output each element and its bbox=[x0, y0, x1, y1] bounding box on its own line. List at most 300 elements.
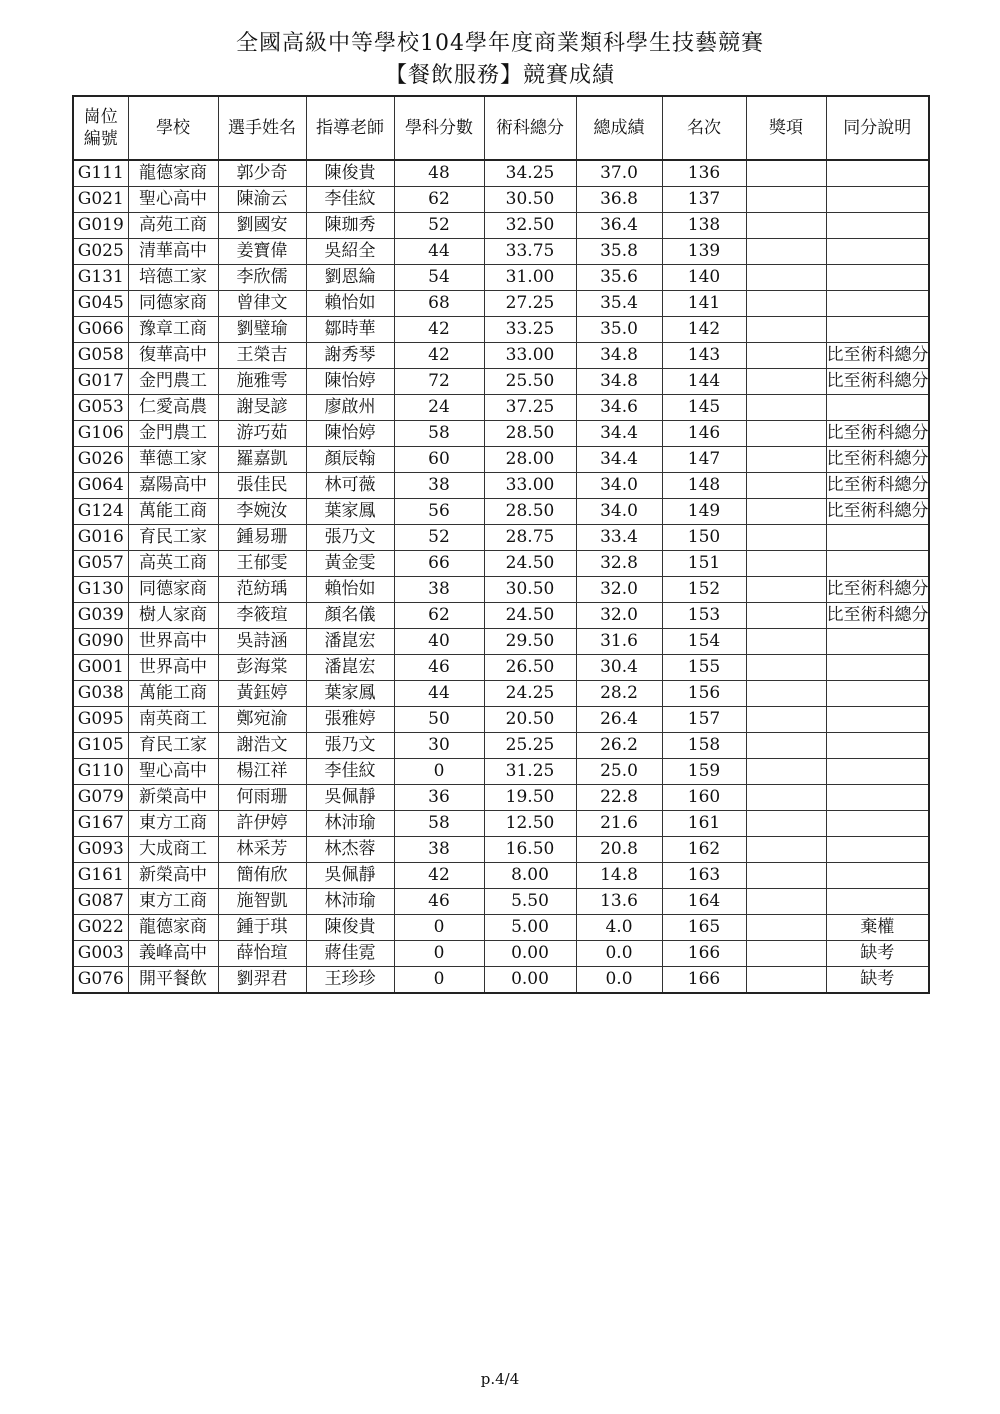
cell-rank: 151 bbox=[662, 551, 746, 577]
cell-practical: 28.50 bbox=[484, 421, 576, 447]
cell-name: 施智凱 bbox=[218, 889, 306, 915]
cell-academic: 40 bbox=[394, 629, 484, 655]
cell-academic: 48 bbox=[394, 160, 484, 187]
cell-teacher: 王珍珍 bbox=[306, 967, 394, 994]
cell-academic: 0 bbox=[394, 915, 484, 941]
cell-practical: 25.25 bbox=[484, 733, 576, 759]
cell-school: 樹人家商 bbox=[128, 603, 218, 629]
cell-award bbox=[746, 915, 826, 941]
cell-total: 35.4 bbox=[576, 291, 662, 317]
cell-rank: 163 bbox=[662, 863, 746, 889]
cell-total: 31.6 bbox=[576, 629, 662, 655]
table-row bbox=[73, 889, 929, 915]
cell-name: 彭海棠 bbox=[218, 655, 306, 681]
cell-teacher: 蔣佳霓 bbox=[306, 941, 394, 967]
cell-id: G039 bbox=[73, 603, 128, 629]
cell-note bbox=[826, 759, 929, 785]
cell-award bbox=[746, 733, 826, 759]
cell-award bbox=[746, 863, 826, 889]
cell-name: 謝旻諺 bbox=[218, 395, 306, 421]
header-rank: 名次 bbox=[662, 96, 746, 160]
cell-school: 高英工商 bbox=[128, 551, 218, 577]
cell-school: 大成商工 bbox=[128, 837, 218, 863]
cell-academic: 72 bbox=[394, 369, 484, 395]
table-row bbox=[73, 187, 929, 213]
cell-id: G026 bbox=[73, 447, 128, 473]
cell-name: 劉璧瑜 bbox=[218, 317, 306, 343]
cell-teacher: 顏名儀 bbox=[306, 603, 394, 629]
table-row bbox=[73, 655, 929, 681]
cell-note bbox=[826, 265, 929, 291]
cell-id: G106 bbox=[73, 421, 128, 447]
cell-school: 新榮高中 bbox=[128, 785, 218, 811]
cell-practical: 31.25 bbox=[484, 759, 576, 785]
cell-total: 35.0 bbox=[576, 317, 662, 343]
cell-id: G058 bbox=[73, 343, 128, 369]
cell-total: 14.8 bbox=[576, 863, 662, 889]
cell-school: 龍德家商 bbox=[128, 915, 218, 941]
cell-id: G021 bbox=[73, 187, 128, 213]
header-name: 選手姓名 bbox=[218, 96, 306, 160]
cell-id: G093 bbox=[73, 837, 128, 863]
cell-id: G131 bbox=[73, 265, 128, 291]
header-note: 同分說明 bbox=[826, 96, 929, 160]
cell-rank: 143 bbox=[662, 343, 746, 369]
cell-name: 謝浩文 bbox=[218, 733, 306, 759]
page-number: p.4/4 bbox=[480, 1370, 520, 1388]
cell-award bbox=[746, 239, 826, 265]
cell-note bbox=[826, 317, 929, 343]
cell-note bbox=[826, 629, 929, 655]
cell-school: 東方工商 bbox=[128, 811, 218, 837]
cell-note bbox=[826, 551, 929, 577]
cell-practical: 30.50 bbox=[484, 187, 576, 213]
cell-name: 何雨珊 bbox=[218, 785, 306, 811]
cell-rank: 150 bbox=[662, 525, 746, 551]
cell-practical: 28.50 bbox=[484, 499, 576, 525]
cell-award bbox=[746, 889, 826, 915]
cell-note bbox=[826, 681, 929, 707]
table-row bbox=[73, 499, 929, 525]
cell-academic: 44 bbox=[394, 239, 484, 265]
cell-note bbox=[826, 733, 929, 759]
table-row bbox=[73, 733, 929, 759]
cell-rank: 155 bbox=[662, 655, 746, 681]
cell-academic: 38 bbox=[394, 473, 484, 499]
cell-name: 郭少奇 bbox=[218, 160, 306, 187]
cell-practical: 30.50 bbox=[484, 577, 576, 603]
cell-teacher: 潘崑宏 bbox=[306, 629, 394, 655]
cell-name: 陳渝云 bbox=[218, 187, 306, 213]
cell-total: 36.4 bbox=[576, 213, 662, 239]
cell-teacher: 張雅婷 bbox=[306, 707, 394, 733]
cell-note: 棄權 bbox=[826, 915, 929, 941]
cell-award bbox=[746, 447, 826, 473]
cell-note bbox=[826, 160, 929, 187]
cell-note bbox=[826, 811, 929, 837]
cell-practical: 29.50 bbox=[484, 629, 576, 655]
cell-name: 劉羿君 bbox=[218, 967, 306, 994]
cell-school: 清華高中 bbox=[128, 239, 218, 265]
header-practical: 術科總分 bbox=[484, 96, 576, 160]
cell-total: 35.8 bbox=[576, 239, 662, 265]
cell-rank: 157 bbox=[662, 707, 746, 733]
cell-practical: 33.25 bbox=[484, 317, 576, 343]
cell-rank: 140 bbox=[662, 265, 746, 291]
table-row bbox=[73, 863, 929, 889]
cell-name: 薛怡瑄 bbox=[218, 941, 306, 967]
cell-award bbox=[746, 681, 826, 707]
cell-academic: 68 bbox=[394, 291, 484, 317]
cell-name: 劉國安 bbox=[218, 213, 306, 239]
cell-teacher: 陳俊貴 bbox=[306, 160, 394, 187]
cell-rank: 137 bbox=[662, 187, 746, 213]
cell-award bbox=[746, 759, 826, 785]
cell-academic: 36 bbox=[394, 785, 484, 811]
cell-teacher: 賴怡如 bbox=[306, 291, 394, 317]
cell-award bbox=[746, 707, 826, 733]
cell-note bbox=[826, 707, 929, 733]
cell-school: 育民工家 bbox=[128, 525, 218, 551]
cell-note: 比至術科總分 bbox=[826, 447, 929, 473]
cell-academic: 46 bbox=[394, 889, 484, 915]
cell-id: G111 bbox=[73, 160, 128, 187]
cell-school: 聖心高中 bbox=[128, 759, 218, 785]
cell-rank: 154 bbox=[662, 629, 746, 655]
cell-award bbox=[746, 603, 826, 629]
cell-note: 比至術科總分 bbox=[826, 343, 929, 369]
cell-teacher: 張乃文 bbox=[306, 525, 394, 551]
cell-practical: 26.50 bbox=[484, 655, 576, 681]
cell-school: 世界高中 bbox=[128, 629, 218, 655]
table-row bbox=[73, 239, 929, 265]
cell-academic: 0 bbox=[394, 967, 484, 994]
header-academic: 學科分數 bbox=[394, 96, 484, 160]
cell-id: G105 bbox=[73, 733, 128, 759]
cell-note: 比至術科總分 bbox=[826, 603, 929, 629]
cell-total: 36.8 bbox=[576, 187, 662, 213]
cell-total: 20.8 bbox=[576, 837, 662, 863]
cell-award bbox=[746, 525, 826, 551]
cell-total: 30.4 bbox=[576, 655, 662, 681]
cell-school: 嘉陽高中 bbox=[128, 473, 218, 499]
cell-teacher: 陳珈秀 bbox=[306, 213, 394, 239]
table-row bbox=[73, 551, 929, 577]
table-row bbox=[73, 629, 929, 655]
cell-academic: 38 bbox=[394, 837, 484, 863]
cell-name: 楊江祥 bbox=[218, 759, 306, 785]
cell-teacher: 賴怡如 bbox=[306, 577, 394, 603]
header-row bbox=[73, 96, 929, 160]
cell-id: G130 bbox=[73, 577, 128, 603]
cell-id: G090 bbox=[73, 629, 128, 655]
cell-total: 34.0 bbox=[576, 473, 662, 499]
cell-id: G019 bbox=[73, 213, 128, 239]
header-school: 學校 bbox=[128, 96, 218, 160]
cell-academic: 42 bbox=[394, 343, 484, 369]
cell-total: 37.0 bbox=[576, 160, 662, 187]
cell-teacher: 謝秀琴 bbox=[306, 343, 394, 369]
cell-note bbox=[826, 889, 929, 915]
cell-school: 金門農工 bbox=[128, 369, 218, 395]
cell-id: G167 bbox=[73, 811, 128, 837]
cell-practical: 31.00 bbox=[484, 265, 576, 291]
table-row bbox=[73, 759, 929, 785]
cell-note bbox=[826, 837, 929, 863]
cell-total: 26.4 bbox=[576, 707, 662, 733]
cell-rank: 145 bbox=[662, 395, 746, 421]
cell-practical: 33.00 bbox=[484, 473, 576, 499]
cell-teacher: 葉家鳳 bbox=[306, 499, 394, 525]
cell-total: 32.0 bbox=[576, 577, 662, 603]
table-row bbox=[73, 525, 929, 551]
cell-academic: 62 bbox=[394, 187, 484, 213]
cell-practical: 24.50 bbox=[484, 603, 576, 629]
cell-academic: 58 bbox=[394, 811, 484, 837]
cell-practical: 28.00 bbox=[484, 447, 576, 473]
table-row bbox=[73, 915, 929, 941]
table-row bbox=[73, 603, 929, 629]
cell-teacher: 吳佩靜 bbox=[306, 863, 394, 889]
cell-note bbox=[826, 863, 929, 889]
cell-school: 義峰高中 bbox=[128, 941, 218, 967]
cell-id: G079 bbox=[73, 785, 128, 811]
cell-id: G057 bbox=[73, 551, 128, 577]
cell-name: 李欣儒 bbox=[218, 265, 306, 291]
cell-note: 比至術科總分 bbox=[826, 577, 929, 603]
cell-rank: 146 bbox=[662, 421, 746, 447]
cell-school: 世界高中 bbox=[128, 655, 218, 681]
document-subtitle: 【餐飲服務】競賽成績 bbox=[384, 63, 615, 88]
cell-academic: 52 bbox=[394, 525, 484, 551]
cell-name: 鄭宛渝 bbox=[218, 707, 306, 733]
cell-practical: 32.50 bbox=[484, 213, 576, 239]
cell-award bbox=[746, 967, 826, 994]
cell-award bbox=[746, 160, 826, 187]
cell-award bbox=[746, 343, 826, 369]
cell-rank: 160 bbox=[662, 785, 746, 811]
cell-academic: 60 bbox=[394, 447, 484, 473]
cell-name: 王榮吉 bbox=[218, 343, 306, 369]
cell-academic: 66 bbox=[394, 551, 484, 577]
cell-name: 姜寶偉 bbox=[218, 239, 306, 265]
cell-total: 0.0 bbox=[576, 967, 662, 994]
cell-rank: 153 bbox=[662, 603, 746, 629]
cell-id: G016 bbox=[73, 525, 128, 551]
cell-rank: 152 bbox=[662, 577, 746, 603]
cell-award bbox=[746, 369, 826, 395]
cell-school: 金門農工 bbox=[128, 421, 218, 447]
cell-rank: 161 bbox=[662, 811, 746, 837]
cell-school: 華德工家 bbox=[128, 447, 218, 473]
cell-award bbox=[746, 941, 826, 967]
cell-school: 萬能工商 bbox=[128, 499, 218, 525]
cell-name: 鍾于琪 bbox=[218, 915, 306, 941]
table-row bbox=[73, 421, 929, 447]
cell-id: G053 bbox=[73, 395, 128, 421]
cell-id: G161 bbox=[73, 863, 128, 889]
table-row bbox=[73, 967, 929, 994]
cell-teacher: 潘崑宏 bbox=[306, 655, 394, 681]
cell-name: 施雅雩 bbox=[218, 369, 306, 395]
cell-award bbox=[746, 265, 826, 291]
cell-note bbox=[826, 525, 929, 551]
cell-award bbox=[746, 551, 826, 577]
cell-note: 比至術科總分 bbox=[826, 421, 929, 447]
cell-note: 比至術科總分 bbox=[826, 473, 929, 499]
cell-total: 25.0 bbox=[576, 759, 662, 785]
results-table bbox=[72, 95, 930, 994]
table-row bbox=[73, 577, 929, 603]
cell-id: G087 bbox=[73, 889, 128, 915]
cell-award bbox=[746, 187, 826, 213]
table-row bbox=[73, 317, 929, 343]
cell-rank: 165 bbox=[662, 915, 746, 941]
cell-practical: 19.50 bbox=[484, 785, 576, 811]
cell-total: 33.4 bbox=[576, 525, 662, 551]
table-row bbox=[73, 473, 929, 499]
cell-academic: 58 bbox=[394, 421, 484, 447]
cell-note bbox=[826, 291, 929, 317]
table-row bbox=[73, 291, 929, 317]
cell-rank: 166 bbox=[662, 941, 746, 967]
cell-teacher: 張乃文 bbox=[306, 733, 394, 759]
cell-academic: 50 bbox=[394, 707, 484, 733]
cell-school: 南英商工 bbox=[128, 707, 218, 733]
cell-practical: 28.75 bbox=[484, 525, 576, 551]
cell-award bbox=[746, 473, 826, 499]
cell-note bbox=[826, 395, 929, 421]
cell-academic: 0 bbox=[394, 941, 484, 967]
cell-teacher: 黃金雯 bbox=[306, 551, 394, 577]
cell-teacher: 顏辰翰 bbox=[306, 447, 394, 473]
cell-note: 比至術科總分 bbox=[826, 369, 929, 395]
cell-name: 李婉汝 bbox=[218, 499, 306, 525]
cell-rank: 162 bbox=[662, 837, 746, 863]
header-id bbox=[73, 96, 128, 160]
cell-practical: 5.50 bbox=[484, 889, 576, 915]
cell-name: 簡侑欣 bbox=[218, 863, 306, 889]
cell-school: 育民工家 bbox=[128, 733, 218, 759]
cell-academic: 42 bbox=[394, 317, 484, 343]
table-row bbox=[73, 681, 929, 707]
cell-teacher: 陳怡婷 bbox=[306, 421, 394, 447]
cell-academic: 46 bbox=[394, 655, 484, 681]
cell-id: G095 bbox=[73, 707, 128, 733]
cell-id: G017 bbox=[73, 369, 128, 395]
cell-practical: 24.25 bbox=[484, 681, 576, 707]
cell-rank: 158 bbox=[662, 733, 746, 759]
cell-academic: 30 bbox=[394, 733, 484, 759]
header-total: 總成績 bbox=[576, 96, 662, 160]
cell-rank: 166 bbox=[662, 967, 746, 994]
cell-academic: 44 bbox=[394, 681, 484, 707]
cell-name: 鍾易珊 bbox=[218, 525, 306, 551]
cell-id: G076 bbox=[73, 967, 128, 994]
cell-practical: 27.25 bbox=[484, 291, 576, 317]
cell-total: 34.4 bbox=[576, 421, 662, 447]
cell-total: 32.0 bbox=[576, 603, 662, 629]
table-row bbox=[73, 447, 929, 473]
cell-rank: 148 bbox=[662, 473, 746, 499]
cell-rank: 141 bbox=[662, 291, 746, 317]
cell-award bbox=[746, 421, 826, 447]
cell-name: 曾律文 bbox=[218, 291, 306, 317]
cell-total: 34.8 bbox=[576, 343, 662, 369]
cell-total: 13.6 bbox=[576, 889, 662, 915]
cell-teacher: 葉家鳳 bbox=[306, 681, 394, 707]
cell-award bbox=[746, 213, 826, 239]
cell-practical: 33.75 bbox=[484, 239, 576, 265]
cell-practical: 0.00 bbox=[484, 967, 576, 994]
cell-award bbox=[746, 811, 826, 837]
cell-school: 復華高中 bbox=[128, 343, 218, 369]
cell-note: 缺考 bbox=[826, 941, 929, 967]
cell-id: G045 bbox=[73, 291, 128, 317]
cell-id: G038 bbox=[73, 681, 128, 707]
cell-practical: 33.00 bbox=[484, 343, 576, 369]
table-row bbox=[73, 160, 929, 187]
cell-rank: 149 bbox=[662, 499, 746, 525]
cell-teacher: 林沛瑜 bbox=[306, 811, 394, 837]
cell-award bbox=[746, 629, 826, 655]
cell-name: 張佳民 bbox=[218, 473, 306, 499]
cell-practical: 24.50 bbox=[484, 551, 576, 577]
document-title: 全國高級中等學校104學年度商業類科學生技藝競賽 bbox=[236, 31, 764, 56]
cell-rank: 142 bbox=[662, 317, 746, 343]
cell-school: 培德工家 bbox=[128, 265, 218, 291]
cell-award bbox=[746, 837, 826, 863]
table-row bbox=[73, 707, 929, 733]
cell-name: 范紡瑀 bbox=[218, 577, 306, 603]
results-body bbox=[73, 160, 929, 993]
cell-rank: 139 bbox=[662, 239, 746, 265]
cell-total: 35.6 bbox=[576, 265, 662, 291]
cell-name: 游巧茹 bbox=[218, 421, 306, 447]
cell-award bbox=[746, 655, 826, 681]
cell-id: G003 bbox=[73, 941, 128, 967]
cell-teacher: 陳怡婷 bbox=[306, 369, 394, 395]
cell-practical: 0.00 bbox=[484, 941, 576, 967]
header-id-line2: 編號 bbox=[83, 129, 118, 149]
header-id-line1: 崗位 bbox=[83, 107, 118, 127]
cell-award bbox=[746, 577, 826, 603]
cell-award bbox=[746, 395, 826, 421]
cell-award bbox=[746, 499, 826, 525]
cell-total: 21.6 bbox=[576, 811, 662, 837]
cell-award bbox=[746, 317, 826, 343]
cell-award bbox=[746, 291, 826, 317]
cell-total: 22.8 bbox=[576, 785, 662, 811]
cell-school: 新榮高中 bbox=[128, 863, 218, 889]
cell-note bbox=[826, 785, 929, 811]
cell-rank: 156 bbox=[662, 681, 746, 707]
cell-rank: 144 bbox=[662, 369, 746, 395]
cell-practical: 5.00 bbox=[484, 915, 576, 941]
cell-note: 缺考 bbox=[826, 967, 929, 994]
table-row bbox=[73, 837, 929, 863]
cell-teacher: 林沛瑜 bbox=[306, 889, 394, 915]
cell-name: 王郁雯 bbox=[218, 551, 306, 577]
cell-total: 34.6 bbox=[576, 395, 662, 421]
cell-teacher: 陳俊貴 bbox=[306, 915, 394, 941]
cell-practical: 8.00 bbox=[484, 863, 576, 889]
cell-teacher: 吳佩靜 bbox=[306, 785, 394, 811]
cell-academic: 56 bbox=[394, 499, 484, 525]
cell-school: 高苑工商 bbox=[128, 213, 218, 239]
cell-school: 豫章工商 bbox=[128, 317, 218, 343]
cell-name: 吳詩涵 bbox=[218, 629, 306, 655]
